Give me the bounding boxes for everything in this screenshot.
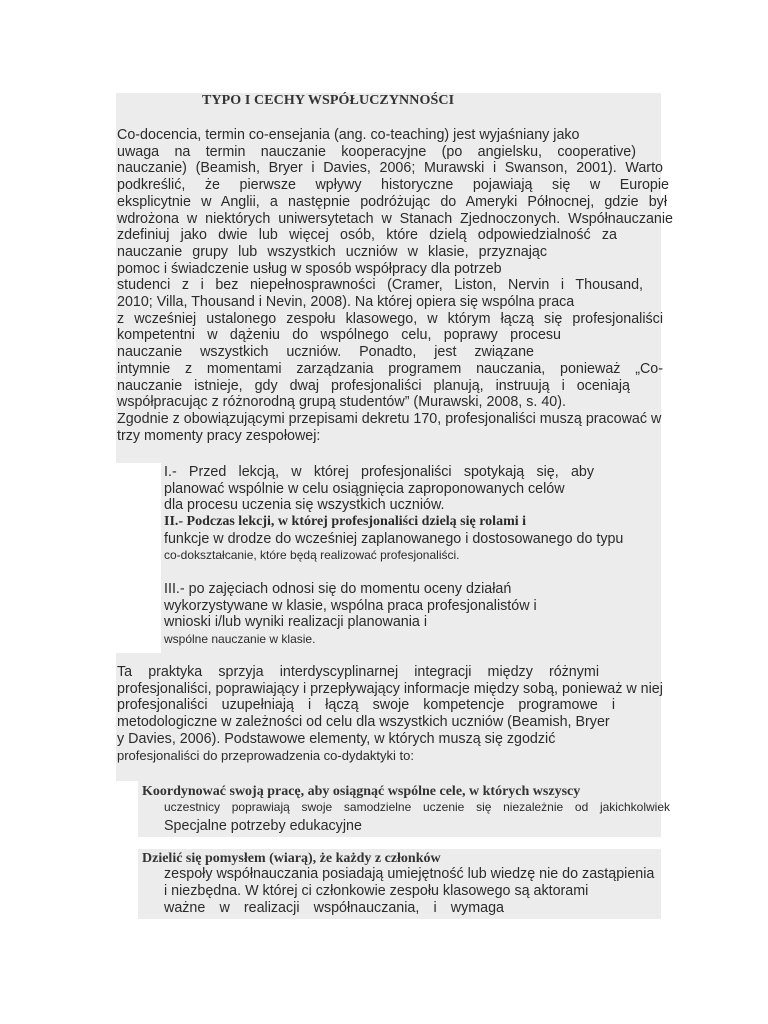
text-line: wspólne nauczanie w klasie.	[164, 631, 316, 646]
document-title: TYPO I CECHY WSPÓŁUCZYNNOŚCI	[202, 93, 455, 108]
text-line: zdefiniuj jako dwie lub więcej osób, które dzielą odpowiedzialność za	[117, 227, 617, 244]
intro-paragraph	[117, 127, 687, 444]
text-line: Co-docencia, termin co-ensejania (ang. co-teaching) jest wyjaśniany jako	[117, 127, 580, 143]
text-line: II.- Podczas lekcji, w której profesjonaliści dzielą się rolami i	[164, 514, 527, 529]
text-line: Ta praktyka sprzyja interdyscyplinarnej integracji między różnymi	[117, 664, 599, 680]
text-line: eksplicytnie w Anglii, a następnie podróżując do Ameryki Północnej, gdzie był	[117, 193, 667, 210]
text-line: y Davies, 2006). Podstawowe elementy, w których muszą się zgodzić	[117, 730, 556, 747]
text-line: trzy momenty pracy zespołowej:	[117, 427, 321, 444]
text-line: podkreślić, że pierwsze wpływy historyczne pojawiają się w Europie	[117, 177, 669, 194]
text-line: intymnie z momentami zarządzania programem nauczania, ponieważ „Co-	[117, 360, 663, 377]
text-line: 2010; Villa, Thousand i Nevin, 2008). Na której opiera się wspólna praca	[117, 294, 575, 311]
text-line: uczestnicy poprawiają swoje samodzielne uczenie się niezależnie od jakichkolwiek	[164, 800, 670, 814]
text-line: I.- Przed lekcją, w której profesjonaliści spotykają się, aby	[164, 464, 594, 480]
text-line: kompetentni w dążeniu do wspólnego celu, poprawy procesu	[117, 327, 561, 344]
text-line: nauczanie) (Beamish, Bryer i Davies, 2006; Murawski i Swanson, 2001). Warto	[117, 160, 663, 177]
text-line: Specjalne potrzeby edukacyjne	[164, 818, 362, 834]
text-line: nauczanie grupy lub wszystkich uczniów w klasie, przyznając	[117, 243, 547, 260]
text-line: co-dokształcanie, które będą realizować profesjonaliści.	[164, 548, 460, 562]
integration-paragraph	[117, 664, 687, 764]
text-line: ważne w realizacji współnauczania, i wymaga	[164, 900, 504, 916]
text-line: nauczanie wszystkich uczniów. Ponadto, jest związane	[117, 344, 534, 361]
text-line: funkcje w drodze do wcześniej zaplanowanego i dostosowanego do typu	[164, 530, 624, 547]
text-line: Zgodnie z obowiązującymi przepisami dekretu 170, profesjonaliści muszą pracować w	[117, 410, 662, 427]
moment-item-1	[164, 464, 674, 514]
text-line: III.- po zajęciach odnosi się do momentu oceny działań	[164, 581, 512, 597]
text-line: studenci z i bez niepełnosprawności (Cramer, Liston, Nervin i Thousand,	[117, 277, 643, 294]
bullet-heading-text: Dzielić się pomysłem (wiarą), że każdy z członków	[142, 851, 441, 866]
moment-item-3	[164, 581, 674, 647]
text-line: profesjonaliści, poprawiający i przepływający informacje między sobą, ponieważ w niej	[117, 680, 663, 697]
text-line: metodologiczne w zależności od celu dla wszystkich uczniów (Beamish, Bryer	[117, 714, 610, 731]
text-line: planować wspólnie w celu osiągnięcia zaproponowanych celów	[164, 480, 565, 497]
text-line: profesjonaliści uzupełniają i łączą swoje kompetencje programowe i	[117, 697, 615, 714]
bullet-heading-text: Koordynować swoją pracę, aby osiągnąć wspólne cele, w których wszyscy	[142, 784, 581, 799]
bullet-body-1	[164, 799, 684, 835]
text-line: wdrożona w niektórych uniwersytetach w Stanach Zjednoczonych. Współnauczanie	[117, 210, 673, 227]
bullet-body-2	[164, 866, 684, 917]
bullet-heading-2	[142, 851, 441, 867]
moment-item-2	[164, 514, 674, 563]
text-line: pomoc i świadczenie usług w sposób współpracy dla potrzeb	[117, 260, 502, 277]
text-line: wykorzystywane w klasie, wspólna praca profesjonalistów i	[164, 597, 537, 614]
bullet-heading-1	[142, 784, 580, 800]
text-line: nauczanie istnieje, gdy dwaj profesjonaliści planują, instruują i oceniają	[117, 377, 630, 394]
text-line: zespoły współnauczania posiadają umiejętność lub wiedzę nie do zastąpienia	[164, 866, 655, 882]
text-line: wnioski i/lub wyniki realizacji planowania i	[164, 614, 428, 630]
text-line: uwaga na termin nauczanie kooperacyjne (po angielsku, cooperative)	[117, 143, 636, 160]
text-line: profesjonaliści do przeprowadzenia co-dydaktyki to:	[117, 747, 414, 763]
text-line: i niezbędna. W której ci członkowie zespołu klasowego są aktorami	[164, 883, 589, 899]
text-line: z wcześniej ustalonego zespołu klasowego, w którym łączą się profesjonaliści	[117, 310, 663, 327]
text-line: współpracując z różnorodną grupą studentów” (Murawski, 2008, s. 40).	[117, 394, 566, 411]
text-line: dla procesu uczenia się wszystkich uczniów.	[164, 497, 445, 513]
